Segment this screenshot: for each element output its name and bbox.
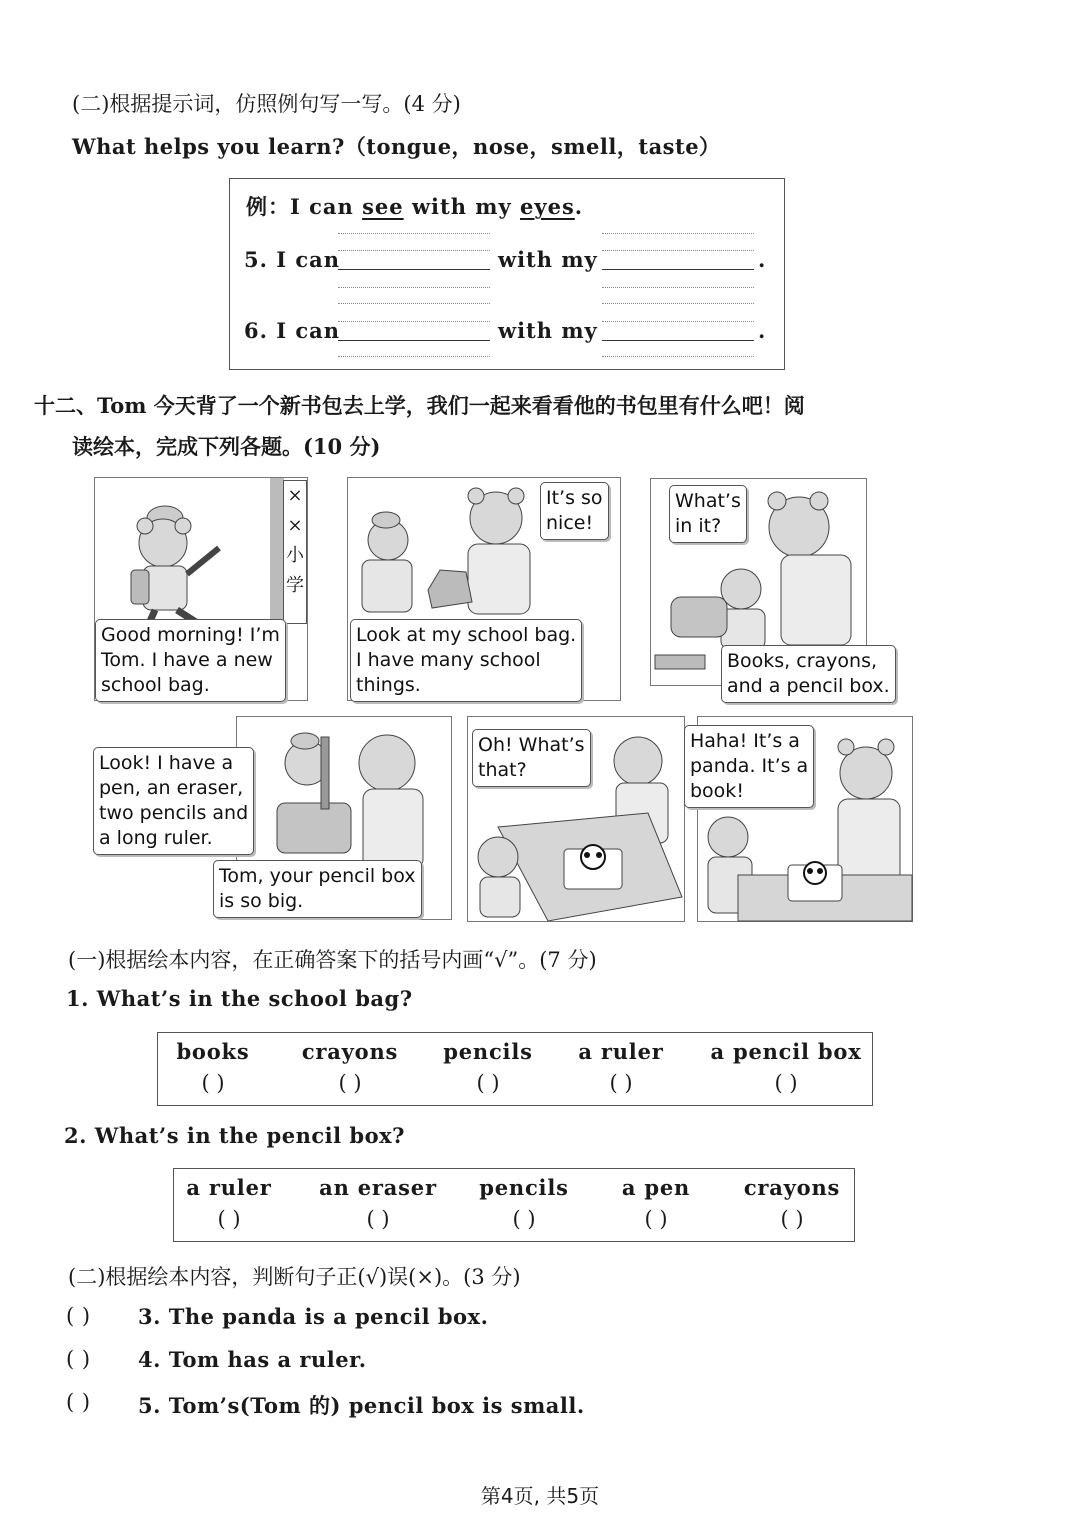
q1-paren-5[interactable]: ( ): [774, 1071, 798, 1095]
sign-char-4: 学: [286, 575, 304, 596]
answer-line-6a[interactable]: [338, 340, 490, 341]
panel6-line-3: book!: [690, 780, 744, 802]
line6-num: 6. I can: [244, 318, 341, 343]
q1-option-1: books: [176, 1039, 250, 1064]
answer-line-6b[interactable]: [602, 340, 754, 341]
comic-panel-5: [467, 716, 685, 922]
panel4-caption-line-1: Tom, your pencil box: [219, 865, 416, 887]
sign-char-1: ×: [287, 485, 303, 506]
panel3-bubble-line-1: What’s: [675, 490, 741, 512]
writing-box: [229, 178, 785, 370]
q1-option-2: crayons: [301, 1039, 399, 1064]
line5-end: .: [758, 247, 767, 272]
panel4-text: [93, 747, 254, 855]
writing-question: What helps you learn?（tongue，nose，smell，taste）: [72, 134, 721, 159]
panel2-text: [350, 619, 582, 702]
q2-paren-2[interactable]: ( ): [366, 1207, 390, 1231]
judge-paren-4[interactable]: ( ): [66, 1347, 91, 1371]
panel2-line-3: things.: [356, 674, 421, 696]
panel1-line-1: Good morning! I’m: [101, 624, 280, 646]
panel6-bubble: [684, 725, 814, 808]
q1-paren-4[interactable]: ( ): [609, 1071, 633, 1095]
q2-option-1: a ruler: [186, 1175, 272, 1200]
q2-answer-table: [173, 1168, 855, 1242]
q1-paren-2[interactable]: ( ): [338, 1071, 362, 1095]
panel3-bubble-line-2: in it?: [675, 515, 722, 537]
judge-item-5: 5. Tom’s(Tom 的) pencil box is small.: [138, 1393, 585, 1418]
example-noun: eyes: [520, 194, 575, 219]
school-sign: [283, 480, 307, 624]
panel6-line-1: Haha! It’s a: [690, 730, 800, 752]
panel2-line-2: I have many school: [356, 649, 541, 671]
panel5-bubble: [472, 729, 591, 787]
panel2-bubble-line-1: It’s so: [546, 487, 603, 509]
q2-option-3: pencils: [479, 1175, 569, 1200]
q1-answer-table: [157, 1032, 873, 1106]
panel4-line-4: a long ruler.: [99, 827, 213, 849]
judge-instruction: (二)根据绘本内容，判断句子正(√)误(×)。(3 分): [68, 1265, 521, 1289]
panel4-line-1: Look! I have a: [99, 752, 234, 774]
panel4-line-3: two pencils and: [99, 802, 249, 824]
example-verb: see: [362, 194, 404, 219]
panel3-text: [721, 645, 896, 703]
q2-paren-1[interactable]: ( ): [217, 1207, 241, 1231]
question-2: 2. What’s in the pencil box?: [64, 1123, 405, 1148]
part1-instruction: (一)根据绘本内容，在正确答案下的括号内画“√”。(7 分): [68, 948, 597, 972]
q1-option-5: a pencil box: [710, 1039, 862, 1064]
q2-option-4: a pen: [621, 1175, 691, 1200]
sign-char-3: 小: [286, 545, 304, 566]
panel1-line-3: school bag.: [101, 674, 210, 696]
section12-title-1: 十二、Tom 今天背了一个新书包去上学，我们一起来看看他的书包里有什么吧！阅: [34, 393, 805, 418]
q1-option-3: pencils: [443, 1039, 533, 1064]
judge-paren-3[interactable]: ( ): [66, 1304, 91, 1328]
panel4-caption-line-2: is so big.: [219, 890, 304, 912]
panel3-line-1: Books, crayons,: [727, 650, 878, 672]
example-sentence: [246, 191, 583, 221]
panel2-line-1: Look at my school bag.: [356, 624, 577, 646]
judge-item-3: 3. The panda is a pencil box.: [138, 1304, 489, 1329]
panel3-bubble: [669, 485, 747, 543]
sign-char-2: ×: [287, 515, 303, 536]
comic-panel-1: [94, 477, 308, 701]
example-prefix: 例：I can: [246, 194, 363, 219]
panel4-caption: [213, 860, 422, 918]
panel2-bubble-line-2: nice!: [546, 512, 594, 534]
q2-option-5: crayons: [743, 1175, 841, 1200]
judge-item-4: 4. Tom has a ruler.: [138, 1347, 367, 1372]
page-number: 第4页, 共5页: [480, 1484, 600, 1508]
panel3-line-2: and a pencil box.: [727, 675, 890, 697]
panel4-line-2: pen, an eraser,: [99, 777, 244, 799]
comic-panel-6: [690, 716, 913, 922]
example-end: .: [574, 194, 584, 219]
q1-paren-3[interactable]: ( ): [476, 1071, 500, 1095]
panel5-line-1: Oh! What’s: [478, 734, 585, 756]
q2-paren-5[interactable]: ( ): [780, 1207, 804, 1231]
panel6-line-2: panda. It’s a: [690, 755, 809, 777]
panel5-line-2: that?: [478, 759, 527, 781]
panel1-line-2: Tom. I have a new: [101, 649, 273, 671]
q1-option-4: a ruler: [578, 1039, 664, 1064]
section12-title-2: 读绘本，完成下列各题。(10 分): [72, 434, 381, 459]
writing-instruction: (二)根据提示词，仿照例句写一写。(4 分): [72, 92, 461, 116]
answer-line-5b[interactable]: [602, 269, 754, 270]
comic-panel-2: [347, 477, 621, 701]
line6-mid: with my: [498, 318, 598, 343]
question-1: 1. What’s in the school bag?: [66, 986, 413, 1011]
line6-end: .: [758, 318, 767, 343]
line5-num: 5. I can: [244, 247, 341, 272]
line5-mid: with my: [498, 247, 598, 272]
q1-paren-1[interactable]: ( ): [201, 1071, 225, 1095]
panel1-text: [95, 619, 286, 702]
q2-option-2: an eraser: [319, 1175, 437, 1200]
q2-paren-3[interactable]: ( ): [512, 1207, 536, 1231]
answer-line-5a[interactable]: [338, 269, 490, 270]
panel2-bubble: [540, 482, 609, 540]
example-middle: with my: [403, 194, 521, 219]
q2-paren-4[interactable]: ( ): [644, 1207, 668, 1231]
judge-paren-5[interactable]: ( ): [66, 1390, 91, 1414]
